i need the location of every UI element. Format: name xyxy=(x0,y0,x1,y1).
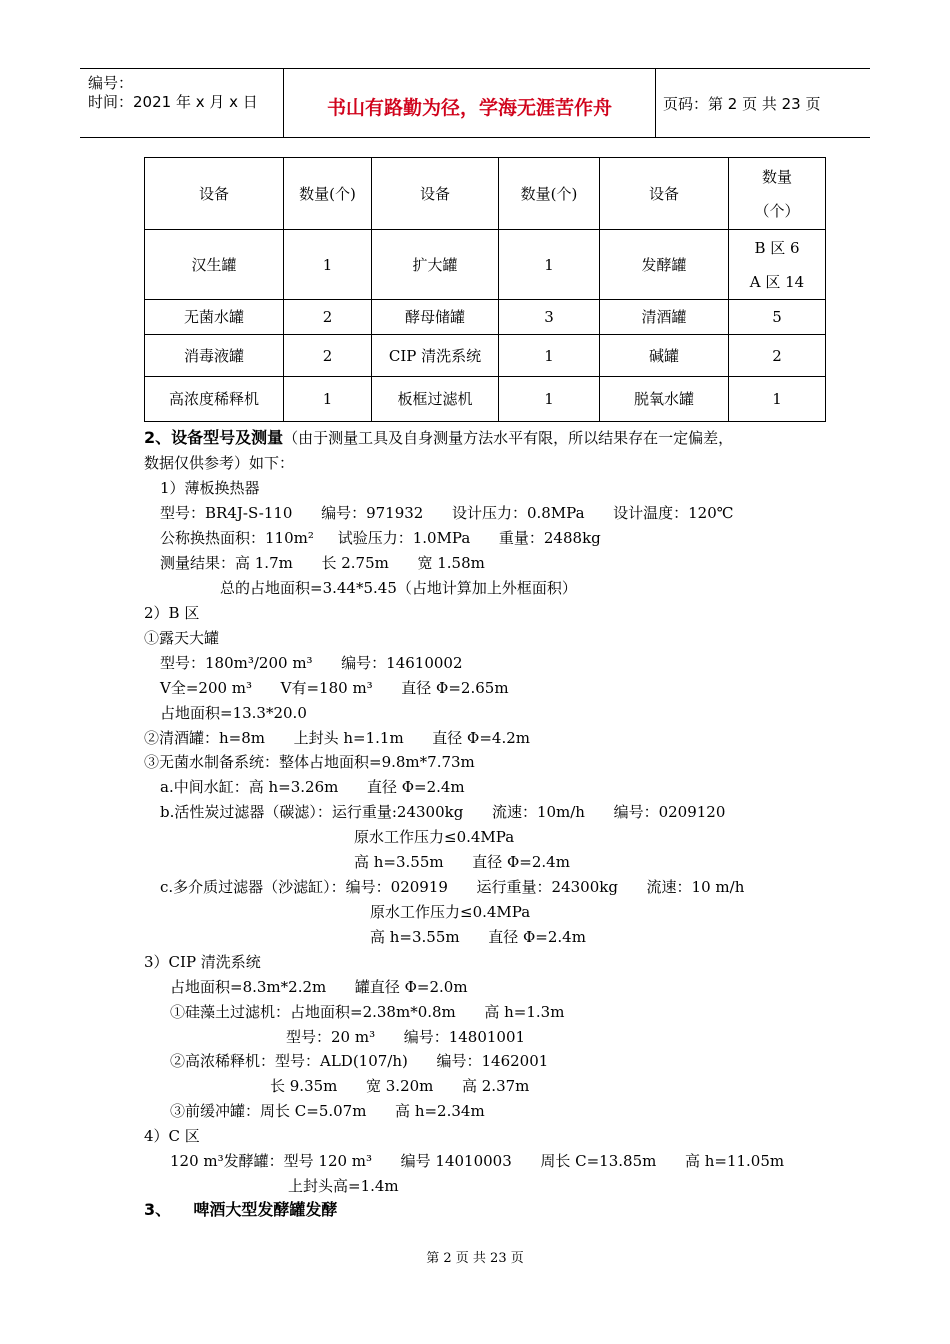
text-line: 高 h=3.55m 直径 Φ=2.4m xyxy=(354,853,570,871)
table-row xyxy=(145,300,826,335)
table-cell: 扩大罐 xyxy=(372,230,499,300)
text-line: 占地面积=13.3*20.0 xyxy=(160,704,307,722)
item-plate-heat-exchanger: 1）薄板换热器 xyxy=(160,479,260,497)
table-cell: 酵母储罐 xyxy=(372,300,499,335)
equipment-table xyxy=(144,157,826,422)
header-left-cell xyxy=(80,69,283,137)
table-cell: 高浓度稀释机 xyxy=(145,377,284,422)
header-center-cell xyxy=(283,69,656,137)
text-line: 占地面积=8.3m*2.2m 罐直径 Φ=2.0m xyxy=(170,978,468,996)
text-line: 长 9.35m 宽 3.20m 高 2.37m xyxy=(270,1077,530,1095)
text-line: 型号：BR4J-S-110 编号：971932 设计压力：0.8MPa 设计温度：120℃ xyxy=(160,504,734,522)
table-header-row xyxy=(145,158,826,230)
table-cell: 1 xyxy=(499,335,600,377)
table-cell: 1 xyxy=(499,377,600,422)
text-line: 型号：20 m³ 编号：14801001 xyxy=(286,1028,526,1046)
section-2-note: （由于测量工具及自身测量方法水平有限，所以结果存在一定偏差， xyxy=(283,429,734,447)
text-line: c.多介质过滤器（沙滤缸）：编号：020919 运行重量：24300kg 流速：10 m/h xyxy=(160,878,745,896)
text-line: ①露天大罐 xyxy=(144,629,220,647)
header-qty-line2: （个） xyxy=(754,201,800,220)
text-line: ①硅藻土过滤机：占地面积=2.38m*0.8m 高 h=1.3m xyxy=(170,1003,565,1021)
text-line: b.活性炭过滤器（碳滤）：运行重量:24300kg 流速：10m/h 编号：0209120 xyxy=(160,803,726,821)
text-line: 测量结果：高 1.7m 长 2.75m 宽 1.58m xyxy=(160,554,485,572)
table-cell: CIP 清洗系统 xyxy=(372,335,499,377)
table-cell: 板框过滤机 xyxy=(372,377,499,422)
doc-date: 时间：2021 年 x 月 x 日 xyxy=(88,93,258,111)
table-header-cell: 数量(个) xyxy=(499,158,600,230)
item-b-zone: 2）B 区 xyxy=(144,604,200,622)
table-cell: 汉生罐 xyxy=(145,230,284,300)
item-cip: 3）CIP 清洗系统 xyxy=(144,953,261,971)
table-cell: 1 xyxy=(729,377,826,422)
header-qty-line1: 数量 xyxy=(761,167,792,186)
table-row xyxy=(145,377,826,422)
table-cell: 碱罐 xyxy=(600,335,729,377)
text-line: ②清酒罐：h=8m 上封头 h=1.1m 直径 Φ=4.2m xyxy=(144,729,531,747)
table-header-cell: 设备 xyxy=(372,158,499,230)
text-line: ③前缓冲罐：周长 C=5.07m 高 h=2.34m xyxy=(170,1102,485,1120)
table-cell: 2 xyxy=(284,300,372,335)
table-cell: 1 xyxy=(284,377,372,422)
table-cell: 无菌水罐 xyxy=(145,300,284,335)
text-line: 高 h=3.55m 直径 Φ=2.4m xyxy=(370,928,586,946)
cell-line: A 区 14 xyxy=(749,272,805,291)
text-line: 总的占地面积=3.44*5.45（占地计算加上外框面积） xyxy=(220,579,577,597)
table-header-cell: 设备 xyxy=(145,158,284,230)
text-line: ③无菌水制备系统：整体占地面积=9.8m*7.73m xyxy=(144,753,475,771)
text-line: 上封头高=1.4m xyxy=(288,1177,399,1195)
table-header-cell xyxy=(729,158,826,230)
table-cell: 2 xyxy=(284,335,372,377)
header-page-info: 页码：第 2 页 共 23 页 xyxy=(663,95,821,113)
section-2-title: 2、设备型号及测量 xyxy=(144,428,284,447)
section-3-title: 3、 啤酒大型发酵罐发酵 xyxy=(144,1200,338,1219)
page-footer: 第 2 页 共 23 页 xyxy=(426,1251,524,1266)
text-line: 原水工作压力≤0.4MPa xyxy=(370,903,531,921)
text-line: 120 m³发酵罐：型号 120 m³ 编号 14010003 周长 C=13.85m 高 h=11.05m xyxy=(170,1152,785,1170)
table-header-cell: 数量(个) xyxy=(284,158,372,230)
table-cell: 发酵罐 xyxy=(600,230,729,300)
text-line: a.中间水缸：高 h=3.26m 直径 Φ=2.4m xyxy=(160,778,465,796)
section-2-heading-line xyxy=(144,428,733,448)
text-line: 型号：180m³/200 m³ 编号：14610002 xyxy=(160,654,463,672)
table-cell: 清酒罐 xyxy=(600,300,729,335)
table-cell: 5 xyxy=(729,300,826,335)
header-right-cell xyxy=(655,69,870,137)
table-cell xyxy=(729,230,826,300)
table-cell: 脱氧水罐 xyxy=(600,377,729,422)
table-header-cell: 设备 xyxy=(600,158,729,230)
table-row xyxy=(145,335,826,377)
table-cell: 2 xyxy=(729,335,826,377)
header-motto: 书山有路勤为径，学海无涯苦作舟 xyxy=(326,97,612,119)
table-cell: 1 xyxy=(284,230,372,300)
doc-number-label: 编号： xyxy=(88,74,134,92)
text-line: 公称换热面积：110m² 试验压力：1.0MPa 重量：2488kg xyxy=(160,529,601,547)
text-line: 原水工作压力≤0.4MPa xyxy=(354,828,515,846)
text-line: ②高浓稀释机：型号：ALD(107/h) 编号：1462001 xyxy=(170,1052,549,1070)
item-c-zone: 4）C 区 xyxy=(144,1127,200,1145)
table-row xyxy=(145,230,826,300)
table-cell: 消毒液罐 xyxy=(145,335,284,377)
table-cell: 1 xyxy=(499,230,600,300)
page-header xyxy=(80,68,870,138)
table-cell: 3 xyxy=(499,300,600,335)
text-line: V全=200 m³ V有=180 m³ 直径 Φ=2.65m xyxy=(160,679,509,697)
cell-line: B 区 6 xyxy=(754,238,800,257)
section-2-note-cont: 数据仅供参考）如下： xyxy=(144,454,295,472)
